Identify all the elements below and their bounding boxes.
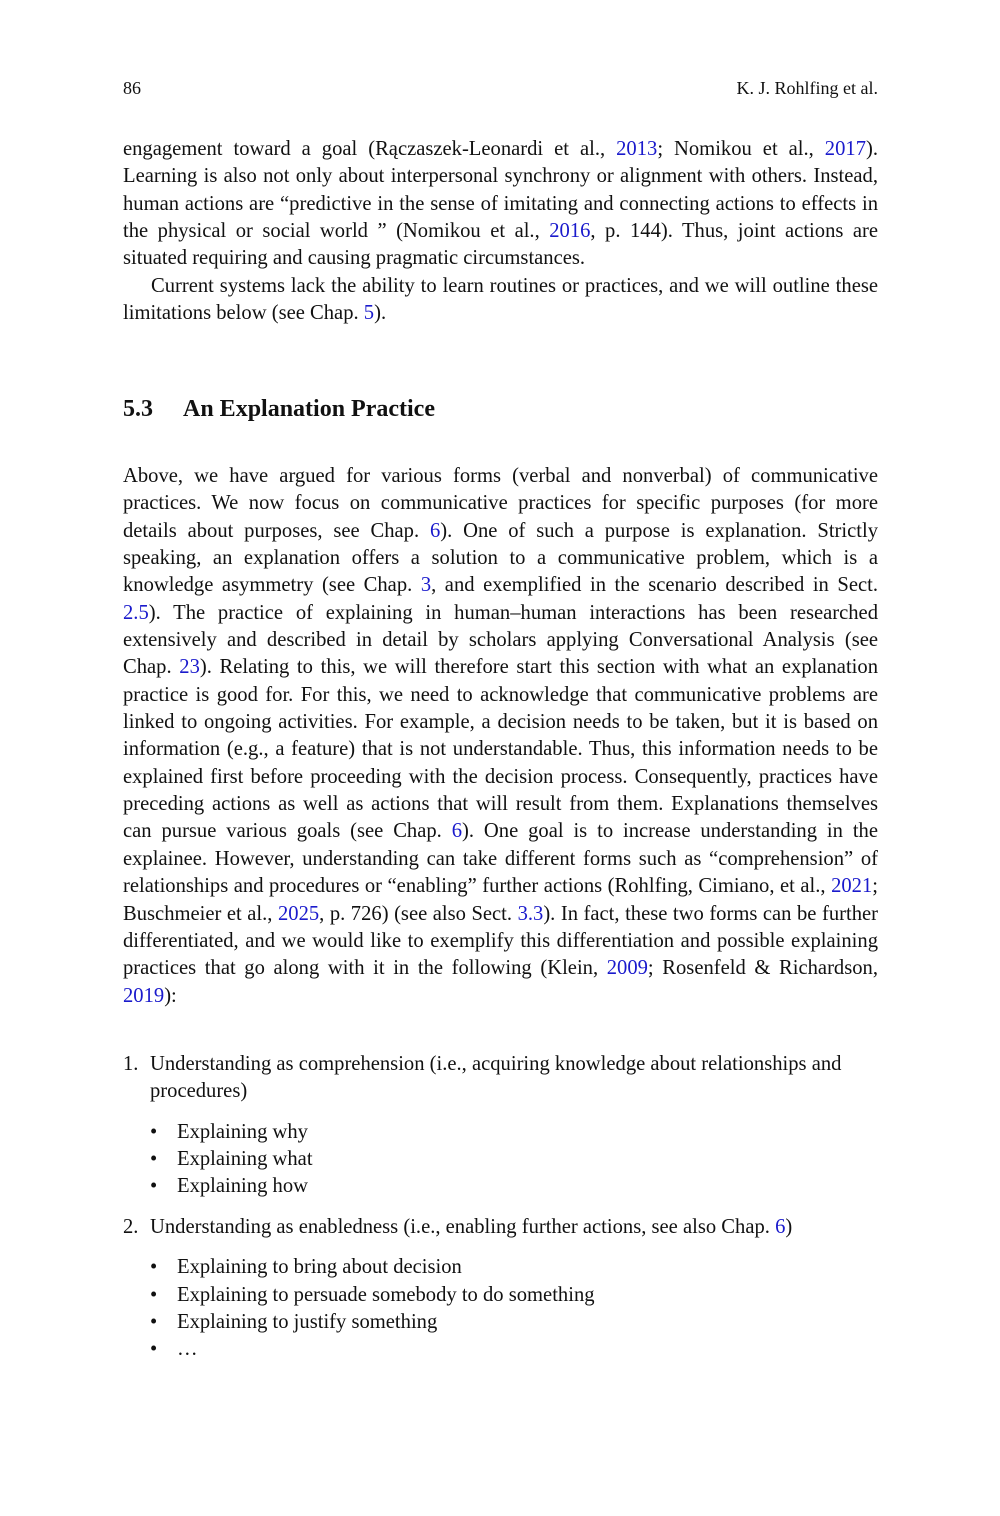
bullet-icon: • [150,1256,158,1279]
paragraph: Above, we have argued for various forms (verbal and nonverbal) of communicative practices. We now focus on communicative practices for specific purposes (for more details about purposes, see Chap. 6). One of such a purpose is explanation. Strictly speaking, an explanation offers a solution to a communicative problem, which is a knowledge asymmetry (see Chap. 3, and exemplified in the scenario described in Sect. 2.5). The practice of explaining in human–human interactions has been researched extensively and described in detail by scholars applying Conversational Analysis (see Chap. 23). Relating to this, we will therefore start this section with what an explanation practice is good for. For this, we need to acknowledge that communicative problems are linked to ongoing activities. For example, a decision needs to be taken, but it is based on information (e.g., a feature) that is not understandable. Thus, this information needs to be explained first before proceeding with the decision process. Consequently, practices have preceding actions as well as actions that will result from them. Explanations themselves can pursue various goals (see Chap. 6). One goal is to increase understanding in the explainee. However, understanding can take different forms such as “comprehension” of relationships and procedures or “enabling” further actions (Rohlfing, Cimiano, et al., 2021; Buschmeier et al., 2025, p. 726) (see also Sect. 3.3). In fact, these two forms can be further differentiated, and we would like to exemplify this differentiation and possible explaining practices that go along with it in the following (Klein, 2009; Rosenfeld & Richardson, 2019): [123,465,879,1007]
section-body [123,463,878,1010]
bullet-item: • Explaining how [150,1173,878,1200]
bullet-item: • Explaining to justify something [150,1309,878,1336]
paragraph: engagement toward a goal (Rączaszek-Leonardi et al., 2013; Nomikou et al., 2017). Learning is also not only about interpersonal synchrony or alignment with others. Instead, human actions are “predictive in the sense of imitating and connecting actions to effects in the physical or social world ” (Nomikou et al., 2016, p. 144). Thus, joint actions are situated requiring and causing pragmatic circumstances. [123,138,878,270]
citation-link[interactable]: 2021 [831,875,873,898]
citation-link[interactable]: 6 [429,519,441,542]
bullet-list [123,1254,878,1363]
citation-link[interactable]: 23 [179,656,200,679]
list-item-text: Understanding as enabledness (i.e., enabling further actions, see also Chap. 6) [150,1216,793,1238]
citation-link[interactable]: 2025 [277,902,320,925]
running-head-authors: K. J. Rohlfing et al. [736,78,878,98]
bullet-item: • Explaining what [150,1146,878,1173]
bullet-item: • Explaining why [150,1119,878,1146]
citation-link[interactable]: 3.3 [517,902,544,925]
intro-block [123,136,878,327]
paragraph: Current systems lack the ability to learn routines or practices, and we will outline these limitations below (see Chap. 5). [123,274,878,325]
citation-link[interactable]: 6 [775,1216,786,1238]
list-item [123,1051,878,1106]
bullet-icon: • [150,1148,158,1171]
citation-link[interactable]: 2019 [123,984,165,1007]
bullet-item: • Explaining to bring about decision [150,1254,878,1281]
citation-link[interactable]: 5 [363,302,375,325]
bullet-icon: • [150,1338,158,1361]
running-head [123,78,878,102]
section-title: An Explanation Practice [183,396,435,422]
citation-link[interactable]: 3 [420,574,432,597]
list-marker: 1. [123,1053,139,1075]
bullet-icon: • [150,1283,158,1306]
section-number: 5.3 [123,396,153,422]
bullet-icon: • [150,1175,158,1198]
citation-link[interactable]: 2016 [549,220,591,243]
bullet-item: • Explaining to persuade somebody to do something [150,1282,878,1309]
ordered-list-item-1 [123,1051,878,1201]
bullet-list [123,1119,878,1201]
bullet-icon: • [150,1311,158,1334]
list-item [123,1214,878,1241]
citation-link[interactable]: 2.5 [123,601,149,624]
citation-link[interactable]: 6 [451,820,463,843]
bullet-icon: • [150,1120,158,1143]
list-item-text: Understanding as comprehension (i.e., acquiring knowledge about relationships and procedures) [150,1053,842,1103]
page-number: 86 [123,78,141,98]
list-marker: 2. [123,1216,139,1238]
ordered-list-item-2 [123,1214,878,1364]
citation-link[interactable]: 2013 [616,138,658,160]
citation-link[interactable]: 2009 [606,957,648,980]
bullet-item: • … [150,1336,878,1363]
section-heading [123,396,435,423]
citation-link[interactable]: 2017 [824,138,866,160]
